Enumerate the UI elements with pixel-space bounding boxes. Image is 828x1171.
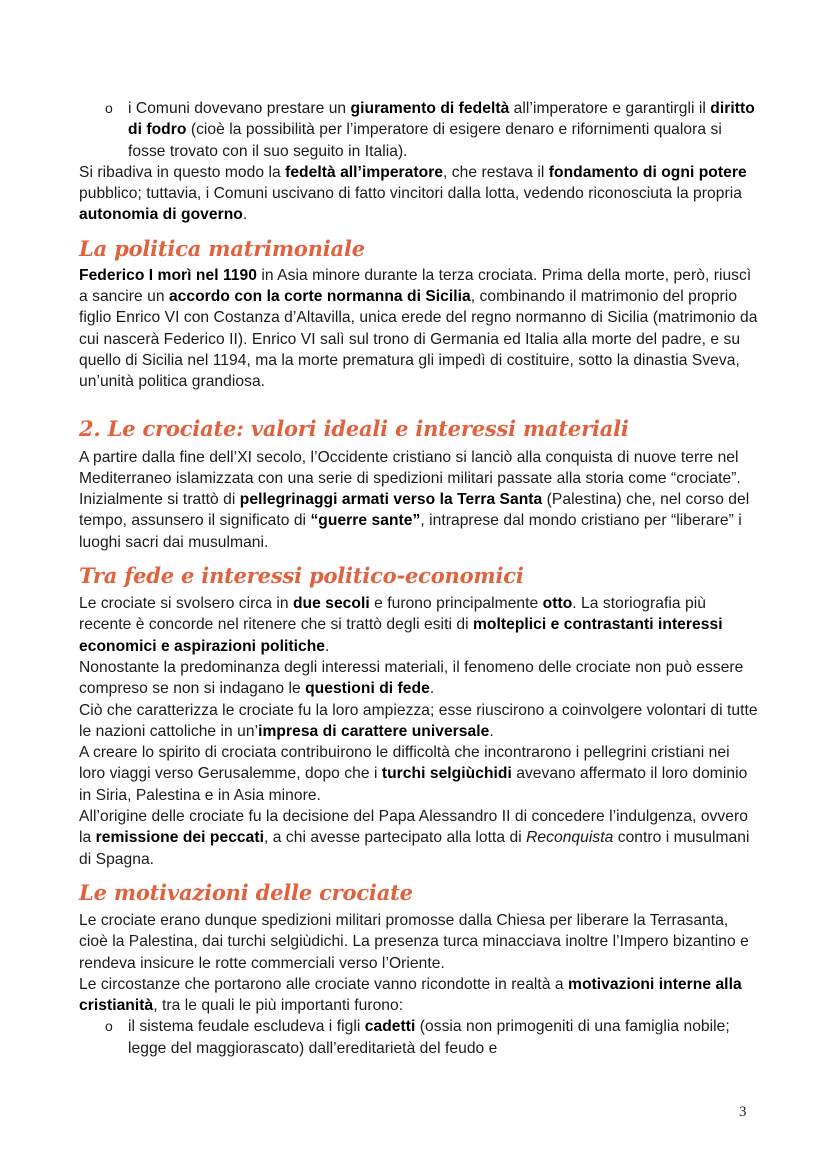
bold-text: impresa di carattere universale xyxy=(258,722,490,740)
bold-text: motivazioni interne alla cristianità xyxy=(79,975,742,1015)
text-run: in Asia minore durante la terza crociata. Prima della morte, però, riuscì a sancire un xyxy=(79,266,752,306)
bold-text: turchi selgiùchidi xyxy=(381,765,512,783)
text-run: contro i musulmani di Spagna. xyxy=(79,829,750,868)
document-page xyxy=(79,98,759,1059)
paragraph-predominanza xyxy=(79,657,759,700)
bold-text: Federico I morì nel 1190 xyxy=(79,266,258,284)
page-number: 3 xyxy=(739,1104,747,1120)
text-run: A partire dalla fine dell’XI secolo, l’Occidente cristiano si lanciò alla conquista di nuove terre nel Mediterraneo islamizzata con una serie di spedizioni militari passate alla storia come “crociate”. Inizialmente si trattò di xyxy=(79,448,741,509)
bold-text: molteplici e contrastanti interessi economici e aspirazioni politiche xyxy=(79,616,723,655)
text-run: il sistema feudale escludeva i figli xyxy=(128,1018,365,1036)
text-run: , combinando il matrimonio del proprio figlio Enrico VI con Costanza d’Altavilla, unica erede del regno normanno di Sicilia (matrimonio da cui nascerà Federico II). Enrico VI salì sul trono di Germania ed Italia alla morte del padre, e su quello di Sicilia nel 1194, ma la morte prematura gli impedì di costituire, sotto la dinastia Sveva, un’unità politica grandiosa. xyxy=(79,288,758,391)
paragraph-federico xyxy=(79,265,759,393)
heading-crociate: 2. Le crociate: valori ideali e interessi materiali xyxy=(79,415,629,441)
heading-politica-matrimoniale: La politica matrimoniale xyxy=(79,235,365,261)
bold-text: remissione dei peccati xyxy=(95,829,264,847)
text-run: . La storiografia più recente è concorde nel ritenere che si trattò degli esiti di xyxy=(79,595,706,634)
bullet-item-feudale xyxy=(79,1016,759,1059)
bold-text: giuramento di fedeltà xyxy=(350,100,510,117)
heading-motivazioni: Le motivazioni delle crociate xyxy=(79,879,413,905)
text-run: Nonostante la predominanza degli interessi materiali, il fenomeno delle crociate non può essere compreso se non si indagano le xyxy=(79,658,744,698)
bold-text: due secoli xyxy=(292,595,370,613)
text-run: . xyxy=(429,680,435,698)
heading-fede-interessi: Tra fede e interessi politico-economici xyxy=(79,563,524,589)
text-run: Si ribadiva in questo modo la xyxy=(79,163,286,181)
text-run: All’origine delle crociate fu la decisione del Papa Alessandro II di concedere l’indulgenza, ovvero la xyxy=(79,808,748,847)
paragraph-ampiezza xyxy=(79,700,759,743)
paragraph-circostanze xyxy=(79,974,759,1017)
paragraph-fedelta xyxy=(79,162,759,226)
bold-text: pellegrinaggi armati verso la Terra Santa xyxy=(239,491,543,509)
bullet-marker: o xyxy=(105,1018,113,1035)
text-run: . xyxy=(489,722,494,740)
text-run: (cioè la possibilità per l’imperatore di esigere denaro e rifornimenti qualora si fosse trovato con il suo seguito in Italia). xyxy=(128,121,722,160)
text-run: , a chi avesse partecipato alla lotta di xyxy=(264,829,527,847)
text-run: , tra le quali le più importanti furono: xyxy=(153,997,404,1015)
bold-text: diritto di fodro xyxy=(128,100,755,139)
bold-text: otto xyxy=(542,595,573,613)
bullet-text xyxy=(128,1018,730,1056)
text-run: Le crociate erano dunque spedizioni militari promosse dalla Chiesa per liberare la Terrasanta, cioè la Palestina, dai turchi selgiùdichi. La presenza turca minacciava inoltre l’Impero bizantino e rendeva insicure le rotte commerciali verso l’Oriente. xyxy=(79,911,749,972)
text-run: avevano affermato il loro dominio in Siria, Palestina e in Asia minore. xyxy=(79,765,748,804)
text-run: i Comuni dovevano prestare un xyxy=(128,100,351,117)
text-run: Ciò che caratterizza le crociate fu la loro ampiezza; esse riuscirono a coinvolgere volontari di tutte le nazioni cattoliche in un’ xyxy=(79,701,758,740)
text-run: A creare lo spirito di crociata contribuirono le difficoltà che incontrarono i pellegrini cristiani nei loro viaggi verso Gerusalemme, dopo che i xyxy=(79,744,730,783)
bold-text: autonomia di governo xyxy=(79,206,243,224)
paragraph-due-secoli xyxy=(79,593,759,657)
paragraph-spedizioni xyxy=(79,910,759,974)
text-run: , che restava il xyxy=(443,163,549,181)
bold-text: questioni di fede xyxy=(305,680,430,698)
text-run: (ossia non primogeniti di una famiglia nobile; legge del maggiorascato) dall’ereditarietà del feudo e xyxy=(128,1018,730,1057)
paragraph-origine xyxy=(79,806,759,870)
text-run: pubblico; tuttavia, i Comuni uscivano di fatto vincitori dalla lotta, vedendo riconosciuta la propria xyxy=(79,185,742,203)
text-run: Le crociate si svolsero circa in xyxy=(79,595,293,613)
bullet-marker: o xyxy=(105,100,113,116)
bold-text: fondamento di ogni potere xyxy=(548,163,747,181)
text-run: , intraprese dal mondo cristiano per “liberare” i luoghi sacri dai musulmani. xyxy=(79,512,742,551)
bullet-item-comuni xyxy=(79,98,759,162)
text-run: Le circostanze che portarono alle crociate vanno ricondotte in realtà a xyxy=(79,975,569,993)
paragraph-spirito xyxy=(79,742,759,806)
bold-text: fedeltà all’imperatore xyxy=(285,163,444,181)
text-run: . xyxy=(325,637,330,655)
text-run: . xyxy=(242,206,248,224)
paragraph-occidente xyxy=(79,447,759,553)
text-run: all’imperatore e garantirgli il xyxy=(509,100,711,117)
text-run: (Palestina) che, nel corso del tempo, assunsero il significato di xyxy=(79,491,750,530)
bold-text: “guerre sante” xyxy=(310,512,421,530)
bold-text: cadetti xyxy=(364,1018,416,1036)
text-run: e furono principalmente xyxy=(369,595,543,613)
bullet-text xyxy=(128,100,755,160)
bold-text: accordo con la corte normanna di Sicilia xyxy=(168,288,471,306)
italic-text: Reconquista xyxy=(526,829,614,847)
